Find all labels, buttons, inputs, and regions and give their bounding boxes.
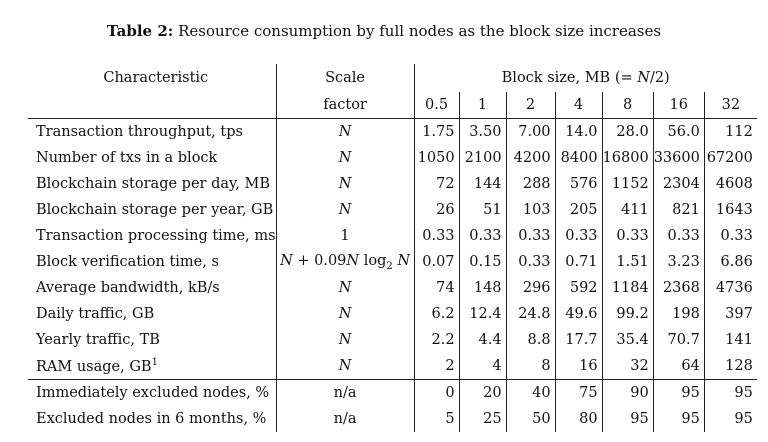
row-value: 16800: [602, 145, 653, 171]
row-value: 8.8: [506, 327, 555, 353]
row-characteristic: [28, 406, 276, 432]
row-value: 35.4: [602, 327, 653, 353]
row-scale-factor: [276, 119, 414, 146]
row-scale-text: N: [338, 202, 352, 218]
row-value: 1.75: [422, 124, 455, 140]
table-row: [28, 197, 757, 223]
row-value: 95: [704, 380, 757, 407]
row-value: 12.4: [459, 301, 506, 327]
row-value: 288: [506, 171, 555, 197]
table-row: [28, 301, 757, 327]
row-value: 16: [555, 353, 602, 380]
row-value: 4: [459, 353, 506, 380]
row-value: 0.33: [506, 249, 555, 275]
row-value: 0.33: [506, 223, 555, 249]
row-value: 90: [602, 380, 653, 407]
row-value: 14.0: [555, 119, 602, 146]
row-characteristic: [28, 380, 276, 407]
row-value: 0: [414, 380, 459, 407]
row-value: 2100: [459, 145, 506, 171]
row-scale-text: N: [338, 332, 352, 348]
row-value: 70.7: [653, 327, 704, 353]
size-header: 8: [602, 92, 653, 119]
row-characteristic-text: Blockchain storage per year, GB: [36, 202, 274, 218]
row-value: 0.33: [422, 228, 455, 244]
row-value: 148: [459, 275, 506, 301]
row-value: 33600: [653, 145, 704, 171]
row-scale-factor: [276, 353, 414, 380]
row-value: 2368: [653, 275, 704, 301]
table-row: [28, 145, 757, 171]
row-characteristic: [28, 171, 276, 197]
row-scale-factor: N + 0.09N $\log_2 N$: [276, 249, 414, 275]
row-value: 20: [459, 380, 506, 407]
row-characteristic: [28, 197, 276, 223]
row-characteristic: [28, 223, 276, 249]
size-header: 32: [704, 92, 757, 119]
table-row: [28, 275, 757, 301]
row-characteristic-text: Yearly traffic, TB: [36, 332, 160, 348]
row-scale-factor: [276, 145, 414, 171]
block-size-header: [414, 64, 757, 92]
row-characteristic-text: Number of txs in a block: [36, 150, 218, 166]
row-value: 40: [506, 380, 555, 407]
row-characteristic: [28, 301, 276, 327]
row-scale-factor: [276, 380, 414, 407]
table-row: [28, 223, 757, 249]
row-value: 141: [704, 327, 757, 353]
size-header: 0.5: [414, 92, 459, 119]
row-value: 4200: [506, 145, 555, 171]
row-value: 0.07: [422, 254, 455, 270]
row-value: 99.2: [602, 301, 653, 327]
row-value: 56.0: [653, 119, 704, 146]
row-value: 67200: [704, 145, 757, 171]
row-value: 3.50: [459, 119, 506, 146]
row-characteristic: [28, 249, 276, 275]
row-characteristic-text: Immediately excluded nodes, %: [36, 385, 270, 401]
row-characteristic-text: Excluded nodes in 6 months, %: [36, 411, 267, 427]
row-value: 112: [704, 119, 757, 146]
row-scale-text: N: [338, 150, 352, 166]
row-scale-factor: [276, 197, 414, 223]
row-value: 95: [704, 406, 757, 432]
row-value: 17.7: [555, 327, 602, 353]
row-scale-text: N: [338, 176, 352, 192]
row-value: 2.2: [431, 332, 455, 348]
row-value: 50: [506, 406, 555, 432]
row-value: 72: [436, 176, 455, 192]
row-characteristic-text: Transaction processing time, ms: [36, 228, 276, 244]
row-value: 4736: [704, 275, 757, 301]
row-value: 4608: [704, 171, 757, 197]
row-value: 24.8: [506, 301, 555, 327]
row-scale-text: n/a: [333, 385, 357, 401]
row-value: 198: [653, 301, 704, 327]
row-scale-text: N: [338, 306, 352, 322]
row-value: 75: [555, 380, 602, 407]
row-characteristic: [28, 275, 276, 301]
row-value: 4.4: [459, 327, 506, 353]
table-row: [28, 327, 757, 353]
row-value: 49.6: [555, 301, 602, 327]
row-value: 95: [602, 406, 653, 432]
size-header: 4: [555, 92, 602, 119]
row-value: 26: [436, 202, 455, 218]
row-value: 64: [653, 353, 704, 380]
row-value: 6.86: [704, 249, 757, 275]
row-value: 205: [555, 197, 602, 223]
row-value: 0.33: [602, 223, 653, 249]
row-scale-factor: [276, 301, 414, 327]
row-value: 0.33: [704, 223, 757, 249]
footnote-marker: 1: [151, 357, 158, 369]
resource-table: [28, 64, 757, 432]
row-value: 95: [653, 380, 704, 407]
row-characteristic: [28, 353, 276, 380]
row-value: 103: [506, 197, 555, 223]
row-characteristic: [28, 145, 276, 171]
row-value: 7.00: [506, 119, 555, 146]
scale-header-line2: factor: [276, 92, 414, 119]
row-characteristic: [28, 119, 276, 146]
row-value: 1643: [704, 197, 757, 223]
row-value: 0.33: [653, 223, 704, 249]
row-value: 0.15: [459, 249, 506, 275]
row-value: 0.33: [459, 223, 506, 249]
row-scale-factor: [276, 171, 414, 197]
row-scale-text: N: [338, 358, 352, 374]
scale-header-line1: Scale: [276, 64, 414, 92]
row-characteristic-text: Average bandwidth, kB/s: [36, 280, 220, 296]
caption-label: Table 2:: [106, 22, 174, 40]
row-scale-factor: [276, 223, 414, 249]
row-value: 144: [459, 171, 506, 197]
row-value: 397: [704, 301, 757, 327]
row-value: 296: [506, 275, 555, 301]
row-characteristic-text: Blockchain storage per day, MB: [36, 176, 270, 192]
header-row-1: [28, 64, 757, 92]
row-value: 28.0: [602, 119, 653, 146]
row-value: 128: [704, 353, 757, 380]
row-value: 51: [459, 197, 506, 223]
row-value: 32: [602, 353, 653, 380]
row-characteristic: [28, 327, 276, 353]
row-value: 0.33: [555, 223, 602, 249]
row-value: 5: [445, 411, 455, 427]
table-row: [28, 380, 757, 407]
size-header: 16: [653, 92, 704, 119]
row-value: 1184: [602, 275, 653, 301]
row-scale-text: n/a: [333, 411, 357, 427]
size-header: 2: [506, 92, 555, 119]
row-value: 6.2: [431, 306, 455, 322]
header-row-2: [28, 92, 757, 119]
row-value: 2304: [653, 171, 704, 197]
table-caption: [0, 22, 768, 40]
row-scale-text: N: [338, 124, 352, 140]
row-value: 95: [653, 406, 704, 432]
caption-text: Resource consumption by full nodes as the block size increases: [178, 22, 662, 40]
row-characteristic-text: Block verification time, s: [36, 254, 219, 270]
row-characteristic-text: RAM usage, GB: [36, 358, 152, 375]
row-scale-text: 1: [340, 228, 350, 244]
row-value: 411: [602, 197, 653, 223]
characteristic-header: Characteristic: [103, 70, 209, 86]
row-scale-factor: [276, 275, 414, 301]
row-value: 592: [555, 275, 602, 301]
size-header: 1: [459, 92, 506, 119]
characteristic-header-blank: [28, 92, 276, 119]
row-value: 1152: [602, 171, 653, 197]
table-row: [28, 406, 757, 432]
row-value: 25: [459, 406, 506, 432]
row-value: 576: [555, 171, 602, 197]
row-value: 8: [506, 353, 555, 380]
row-value: 74: [436, 280, 455, 296]
row-scale-text: N: [338, 280, 352, 296]
table-row: [28, 249, 757, 275]
row-value: 1050: [417, 150, 455, 166]
block-size-label: Block size, MB (= N/2): [501, 70, 670, 86]
row-value: 0.71: [555, 249, 602, 275]
row-scale-factor: [276, 406, 414, 432]
row-characteristic-text: Daily traffic, GB: [36, 306, 155, 322]
row-value: 2: [445, 358, 455, 374]
table-body: [28, 119, 757, 433]
row-value: 1.51: [602, 249, 653, 275]
table-row: [28, 353, 757, 380]
row-value: 821: [653, 197, 704, 223]
row-value: 8400: [555, 145, 602, 171]
row-value: 3.23: [653, 249, 704, 275]
row-characteristic-text: Transaction throughput, tps: [36, 124, 243, 140]
row-scale-factor: [276, 327, 414, 353]
table-row: [28, 119, 757, 146]
table-row: [28, 171, 757, 197]
row-value: 80: [555, 406, 602, 432]
